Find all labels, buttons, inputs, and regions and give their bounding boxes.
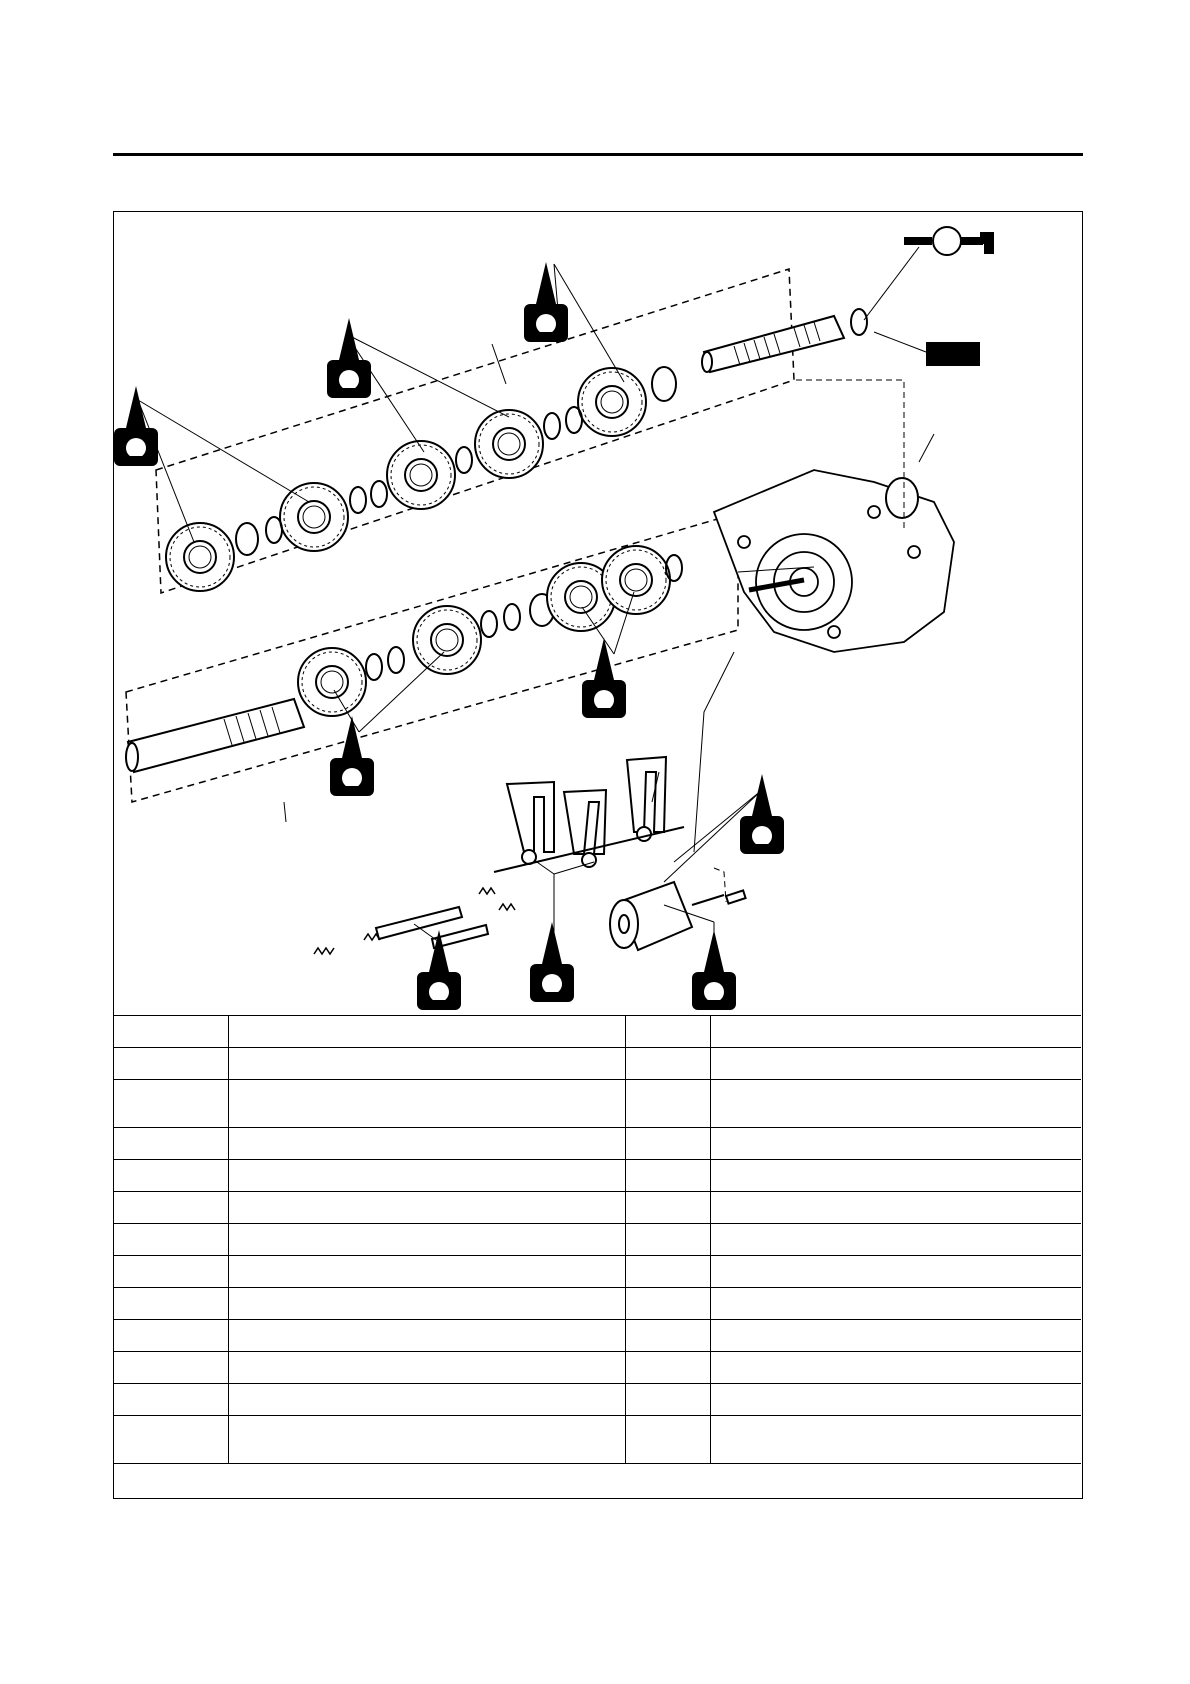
parts-table-row bbox=[114, 1080, 1081, 1128]
guide-bars bbox=[376, 907, 488, 948]
parts-table-cell bbox=[710, 1128, 1081, 1160]
parts-table-row bbox=[114, 1256, 1081, 1288]
parts-table-row bbox=[114, 1160, 1081, 1192]
parts-table-cell bbox=[625, 1288, 710, 1320]
parts-table-cell bbox=[710, 1288, 1081, 1320]
header-rule bbox=[113, 153, 1083, 156]
parts-table-cell bbox=[710, 1384, 1081, 1416]
parts-table-cell bbox=[710, 1416, 1081, 1464]
parts-table-row bbox=[114, 1384, 1081, 1416]
parts-table-row bbox=[114, 1016, 1081, 1048]
parts-table-cell bbox=[114, 1288, 228, 1320]
transmission-exploded-diagram bbox=[114, 212, 1081, 1015]
parts-list-table bbox=[114, 1015, 1081, 1464]
parts-table-cell bbox=[625, 1192, 710, 1224]
parts-table-cell bbox=[710, 1048, 1081, 1080]
parts-table-cell bbox=[114, 1352, 228, 1384]
parts-table-cell bbox=[114, 1192, 228, 1224]
parts-table-cell bbox=[710, 1160, 1081, 1192]
parts-table-row bbox=[114, 1048, 1081, 1080]
main-axle-shaft bbox=[702, 316, 844, 372]
parts-table-cell bbox=[228, 1352, 625, 1384]
parts-table-cell bbox=[228, 1048, 625, 1080]
exploded-view-frame bbox=[113, 211, 1083, 1499]
parts-table-row bbox=[114, 1128, 1081, 1160]
parts-table-row bbox=[114, 1320, 1081, 1352]
parts-table-cell bbox=[710, 1192, 1081, 1224]
parts-table-row bbox=[114, 1224, 1081, 1256]
oil-application-icon-8 bbox=[530, 860, 594, 1002]
drive-axle-shaft bbox=[126, 699, 304, 772]
parts-table-cell bbox=[625, 1016, 710, 1048]
parts-table-cell bbox=[114, 1224, 228, 1256]
parts-table-cell bbox=[625, 1224, 710, 1256]
parts-table-cell bbox=[625, 1384, 710, 1416]
parts-table-cell bbox=[710, 1016, 1081, 1048]
parts-table-cell bbox=[710, 1224, 1081, 1256]
parts-table-cell bbox=[625, 1256, 710, 1288]
grease-application-icon bbox=[864, 227, 994, 320]
parts-table-cell bbox=[228, 1016, 625, 1048]
parts-table-row bbox=[114, 1288, 1081, 1320]
parts-table-cell bbox=[228, 1192, 625, 1224]
parts-table-cell bbox=[228, 1256, 625, 1288]
parts-table-cell bbox=[625, 1320, 710, 1352]
parts-table-cell bbox=[228, 1224, 625, 1256]
parts-table-row bbox=[114, 1352, 1081, 1384]
parts-table-cell bbox=[625, 1160, 710, 1192]
parts-table-cell bbox=[625, 1080, 710, 1128]
parts-table-cell bbox=[114, 1384, 228, 1416]
parts-table-cell bbox=[710, 1352, 1081, 1384]
parts-table-cell bbox=[228, 1384, 625, 1416]
parts-table-cell bbox=[114, 1080, 228, 1128]
parts-table-cell bbox=[228, 1320, 625, 1352]
parts-table-cell bbox=[228, 1128, 625, 1160]
parts-table-cell bbox=[228, 1288, 625, 1320]
parts-table-row bbox=[114, 1416, 1081, 1464]
parts-table-cell bbox=[114, 1160, 228, 1192]
parts-table-cell bbox=[114, 1256, 228, 1288]
oil-application-icon-1 bbox=[524, 262, 624, 382]
parts-table-cell bbox=[625, 1416, 710, 1464]
parts-table-cell bbox=[228, 1080, 625, 1128]
parts-table-cell bbox=[625, 1048, 710, 1080]
new-part-label-icon bbox=[874, 332, 980, 366]
parts-table-cell bbox=[114, 1128, 228, 1160]
parts-table-cell bbox=[114, 1320, 228, 1352]
parts-table-cell bbox=[625, 1128, 710, 1160]
parts-table-cell bbox=[114, 1416, 228, 1464]
parts-table-cell bbox=[228, 1416, 625, 1464]
parts-table-cell bbox=[710, 1320, 1081, 1352]
parts-table-row bbox=[114, 1192, 1081, 1224]
parts-table-cell bbox=[114, 1048, 228, 1080]
parts-table-cell bbox=[625, 1352, 710, 1384]
parts-table-cell bbox=[228, 1160, 625, 1192]
parts-table-cell bbox=[710, 1256, 1081, 1288]
parts-table-cell bbox=[114, 1016, 228, 1048]
parts-table-cell bbox=[710, 1080, 1081, 1128]
